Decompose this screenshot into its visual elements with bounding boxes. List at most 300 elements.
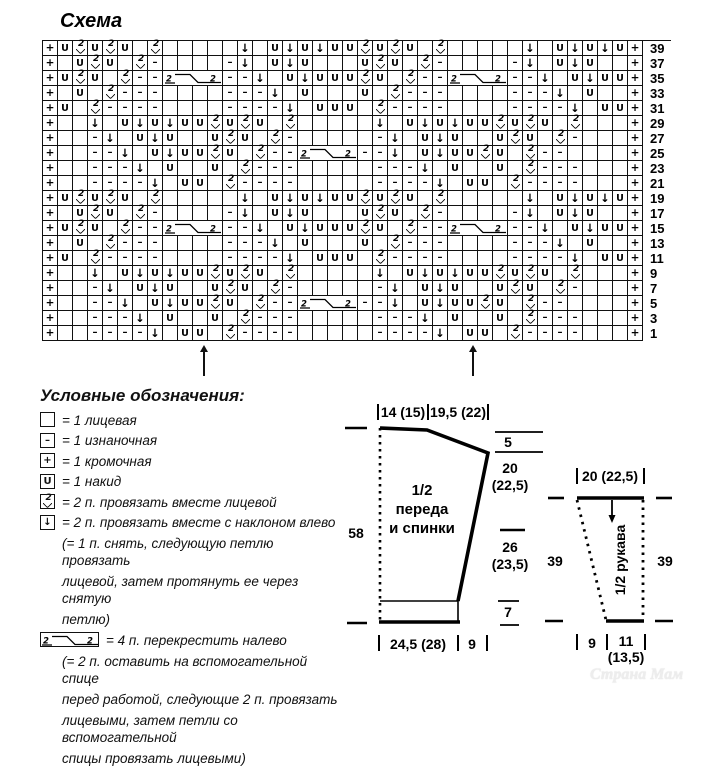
stitch-knit <box>478 101 493 116</box>
stitch-knit <box>583 176 598 191</box>
stitch-yarnover: U <box>478 326 493 341</box>
stitch-yarnover: U <box>433 116 448 131</box>
stitch-skp-icon: ↓ <box>388 146 403 161</box>
stitch-yarnover: U <box>343 41 358 56</box>
row-number: 11 <box>643 251 671 266</box>
stitch-knit <box>163 101 178 116</box>
stitch-purl: – <box>538 311 553 326</box>
stitch-knit <box>343 56 358 71</box>
stitch-yarnover: U <box>403 191 418 206</box>
stitch-purl: – <box>133 176 148 191</box>
stitch-k2tog-icon <box>133 56 148 71</box>
stitch-edge: + <box>628 326 643 341</box>
stitch-purl: – <box>133 326 148 341</box>
stitch-knit <box>403 146 418 161</box>
stitch-k2tog-icon <box>223 176 238 191</box>
stitch-knit <box>58 116 73 131</box>
stitch-edge: + <box>628 116 643 131</box>
stitch-skp-icon: ↓ <box>388 281 403 296</box>
stitch-knit <box>73 131 88 146</box>
stitch-knit <box>598 266 613 281</box>
stitch-purl: – <box>388 176 403 191</box>
stitch-yarnover: U <box>493 146 508 161</box>
stitch-yarnover: U <box>343 221 358 236</box>
stitch-yarnover: U <box>118 191 133 206</box>
stitch-yarnover: U <box>448 161 463 176</box>
stitch-purl: – <box>523 71 538 86</box>
stitch-skp-icon: ↓ <box>373 116 388 131</box>
stitch-knit <box>553 221 568 236</box>
stitch-purl: – <box>403 236 418 251</box>
stitch-knit <box>118 131 133 146</box>
stitch-skp-icon: ↓ <box>268 86 283 101</box>
stitch-edge: + <box>628 101 643 116</box>
stitch-purl: – <box>103 326 118 341</box>
stitch-purl: – <box>283 326 298 341</box>
stitch-skp-icon: ↓ <box>163 296 178 311</box>
stitch-purl: – <box>388 311 403 326</box>
stitch-knit <box>448 251 463 266</box>
stitch-k2tog-icon <box>523 116 538 131</box>
legend-item-continuation: (= 1 п. снять, следующую петлю провязать <box>62 536 274 568</box>
stitch-purl: – <box>103 176 118 191</box>
stitch-yarnover: U <box>523 131 538 146</box>
stitch-purl: – <box>538 86 553 101</box>
stitch-purl: – <box>103 161 118 176</box>
stitch-purl: – <box>238 71 253 86</box>
stitch-purl: – <box>538 251 553 266</box>
stitch-knit <box>463 311 478 326</box>
stitch-skp-icon: ↓ <box>103 281 118 296</box>
row-number: 19 <box>643 191 671 206</box>
stitch-purl: – <box>538 146 553 161</box>
stitch-k2tog-icon <box>268 281 283 296</box>
stitch-knit <box>193 251 208 266</box>
stitch-k2tog-icon <box>388 86 403 101</box>
stitch-k2tog-icon <box>103 236 118 251</box>
stitch-yarnover: U <box>148 296 163 311</box>
stitch-purl: – <box>118 161 133 176</box>
stitch-k2tog-icon <box>553 281 568 296</box>
stitch-yarnover: U <box>268 41 283 56</box>
stitch-knit <box>328 281 343 296</box>
stitch-purl: – <box>568 161 583 176</box>
stitch-yarnover: U <box>418 131 433 146</box>
stitch-knit <box>148 161 163 176</box>
stitch-k2tog-icon <box>388 191 403 206</box>
stitch-k2tog-icon <box>433 41 448 56</box>
stitch-yarnover: U <box>133 281 148 296</box>
stitch-yarnover: U <box>613 221 628 236</box>
stitch-edge: + <box>628 71 643 86</box>
stitch-k2tog-icon <box>208 296 223 311</box>
row-number: 33 <box>643 86 671 101</box>
stitch-k2tog-icon <box>418 206 433 221</box>
stitch-purl: – <box>508 101 523 116</box>
stitch-yarnover: U <box>58 101 73 116</box>
stitch-yarnover: U <box>253 116 268 131</box>
stitch-knit <box>463 191 478 206</box>
stitch-yarnover: U <box>493 161 508 176</box>
stitch-yarnover: U <box>553 41 568 56</box>
stitch-knit <box>583 281 598 296</box>
stitch-knit <box>343 161 358 176</box>
stitch-knit <box>298 101 313 116</box>
stitch-knit <box>598 236 613 251</box>
stitch-knit <box>433 161 448 176</box>
stitch-knit <box>583 296 598 311</box>
stitch-yarnover: U <box>283 71 298 86</box>
stitch-knit <box>403 281 418 296</box>
stitch-yarnover: U <box>178 176 193 191</box>
stitch-k2tog-icon <box>103 191 118 206</box>
stitch-knit <box>403 296 418 311</box>
stitch-knit <box>298 251 313 266</box>
legend-item <box>40 474 345 491</box>
svg-text:2: 2 <box>210 224 216 235</box>
page-title: Схема <box>60 10 123 32</box>
stitch-knit <box>598 131 613 146</box>
stitch-yarnover: U <box>73 236 88 251</box>
stitch-yarnover: U <box>238 281 253 296</box>
stitch-skp-icon: ↓ <box>298 221 313 236</box>
stitch-yarnover: U <box>598 251 613 266</box>
stitch-knit <box>208 41 223 56</box>
stitch-yarnover: U <box>583 56 598 71</box>
stitch-k2tog-icon <box>223 326 238 341</box>
stitch-k2tog-icon <box>373 251 388 266</box>
stitch-yarnover: U <box>373 41 388 56</box>
stitch-knit <box>598 311 613 326</box>
stitch-knit <box>538 281 553 296</box>
front-body-2: (23,5) <box>491 556 529 572</box>
stitch-yarnover: U <box>373 221 388 236</box>
stitch-knit <box>208 56 223 71</box>
stitch-knit <box>73 251 88 266</box>
stitch-purl: – <box>253 101 268 116</box>
stitch-knit <box>73 101 88 116</box>
stitch-k2tog-icon <box>373 101 388 116</box>
stitch-knit <box>508 41 523 56</box>
stitch-purl: – <box>238 236 253 251</box>
stitch-knit <box>163 86 178 101</box>
stitch-knit <box>313 206 328 221</box>
stitch-skp-icon: ↓ <box>568 251 583 266</box>
stitch-edge: + <box>43 56 58 71</box>
row-number: 27 <box>643 131 671 146</box>
stitch-purl: – <box>223 71 238 86</box>
stitch-yarnover: U <box>193 146 208 161</box>
stitch-yarnover: U <box>598 101 613 116</box>
stitch-purl: – <box>88 281 103 296</box>
stitch-skp-icon: ↓ <box>283 206 298 221</box>
stitch-purl: – <box>568 131 583 146</box>
stitch-knit <box>163 206 178 221</box>
stitch-k2tog-icon <box>478 296 493 311</box>
stitch-knit <box>613 266 628 281</box>
stitch-knit <box>463 161 478 176</box>
stitch-knit <box>73 326 88 341</box>
stitch-knit <box>403 131 418 146</box>
stitch-yarnover: U <box>463 176 478 191</box>
stitch-knit <box>583 251 598 266</box>
stitch-skp-icon: ↓ <box>163 146 178 161</box>
stitch-purl: – <box>508 236 523 251</box>
stitch-skp-icon: ↓ <box>448 266 463 281</box>
stitch-k2tog-icon <box>118 71 133 86</box>
stitch-purl: – <box>253 86 268 101</box>
stitch-knit <box>298 266 313 281</box>
stitch-knit <box>298 176 313 191</box>
front-armhole-1: 20 <box>502 460 518 476</box>
stitch-yarnover: U <box>208 281 223 296</box>
stitch-purl: – <box>103 101 118 116</box>
stitch-knit <box>448 56 463 71</box>
stitch-knit <box>613 176 628 191</box>
stitch-knit <box>328 311 343 326</box>
stitch-knit <box>58 281 73 296</box>
stitch-purl: – <box>553 251 568 266</box>
front-top-width-neck: 14 (15) <box>380 404 426 420</box>
stitch-k2tog-icon <box>403 71 418 86</box>
stitch-knit <box>613 86 628 101</box>
stitch-knit <box>613 296 628 311</box>
stitch-knit <box>448 101 463 116</box>
row-number: 31 <box>643 101 671 116</box>
stitch-purl: – <box>403 311 418 326</box>
stitch-knit <box>298 326 313 341</box>
stitch-knit <box>598 176 613 191</box>
stitch-yarnover: U <box>463 116 478 131</box>
stitch-knit <box>583 131 598 146</box>
stitch-yarnover: U <box>178 116 193 131</box>
stitch-purl: – <box>238 251 253 266</box>
stitch-purl: – <box>508 206 523 221</box>
stitch-knit <box>58 161 73 176</box>
stitch-k2tog-icon <box>283 116 298 131</box>
stitch-knit <box>178 236 193 251</box>
stitch-purl: – <box>133 86 148 101</box>
stitch-purl: – <box>433 236 448 251</box>
stitch-purl: – <box>118 236 133 251</box>
stitch-edge: + <box>628 311 643 326</box>
stitch-knit <box>58 131 73 146</box>
sleeve-top-width: 20 (22,5) <box>581 468 639 484</box>
row-number: 29 <box>643 116 671 131</box>
legend-symbol-purl-icon: – <box>40 433 55 448</box>
stitch-knit <box>478 41 493 56</box>
stitch-purl: – <box>238 326 253 341</box>
front-rib-height: 7 <box>504 604 512 620</box>
stitch-yarnover: U <box>493 296 508 311</box>
stitch-yarnover: U <box>313 251 328 266</box>
stitch-knit <box>583 266 598 281</box>
stitch-yarnover: U <box>493 131 508 146</box>
stitch-skp-icon: ↓ <box>388 131 403 146</box>
stitch-k2tog-icon <box>433 191 448 206</box>
stitch-k2tog-icon <box>238 161 253 176</box>
stitch-purl: – <box>88 131 103 146</box>
stitch-edge: + <box>43 311 58 326</box>
stitch-yarnover: U <box>403 116 418 131</box>
stitch-knit <box>298 161 313 176</box>
legend-item <box>40 494 345 511</box>
row-number: 35 <box>643 71 671 86</box>
stitch-skp-icon: ↓ <box>133 266 148 281</box>
stitch-knit <box>568 236 583 251</box>
stitch-yarnover: U <box>463 326 478 341</box>
stitch-skp-icon: ↓ <box>568 206 583 221</box>
stitch-skp-icon: ↓ <box>238 206 253 221</box>
stitch-knit <box>448 191 463 206</box>
stitch-skp-icon: ↓ <box>118 146 133 161</box>
stitch-yarnover: U <box>583 86 598 101</box>
stitch-knit <box>553 71 568 86</box>
stitch-knit <box>253 191 268 206</box>
stitch-purl: – <box>538 296 553 311</box>
stitch-yarnover: U <box>508 266 523 281</box>
stitch-skp-icon: ↓ <box>598 41 613 56</box>
stitch-yarnover: U <box>358 206 373 221</box>
stitch-purl: – <box>523 86 538 101</box>
stitch-yarnover: U <box>328 101 343 116</box>
stitch-yarnover: U <box>73 86 88 101</box>
stitch-skp-icon: ↓ <box>133 116 148 131</box>
stitch-skp-icon: ↓ <box>283 56 298 71</box>
stitch-yarnover: U <box>448 296 463 311</box>
stitch-skp-icon: ↓ <box>253 221 268 236</box>
stitch-skp-icon: ↓ <box>553 236 568 251</box>
stitch-k2tog-icon <box>238 266 253 281</box>
stitch-purl: – <box>553 296 568 311</box>
legend-item-label: = 1 изнаночная <box>62 433 158 448</box>
stitch-k2tog-icon <box>418 56 433 71</box>
stitch-knit <box>448 236 463 251</box>
stitch-knit <box>163 236 178 251</box>
stitch-purl: – <box>403 326 418 341</box>
stitch-purl: – <box>388 251 403 266</box>
stitch-knit <box>598 161 613 176</box>
svg-text:2: 2 <box>87 636 93 646</box>
stitch-yarnover: U <box>463 146 478 161</box>
stitch-purl: – <box>403 86 418 101</box>
legend-item <box>40 453 345 470</box>
stitch-skp-icon: ↓ <box>238 41 253 56</box>
stitch-yarnover: U <box>193 296 208 311</box>
stitch-yarnover: U <box>163 281 178 296</box>
stitch-purl: – <box>373 176 388 191</box>
stitch-skp-icon: ↓ <box>568 101 583 116</box>
stitch-knit <box>178 56 193 71</box>
stitch-knit <box>193 131 208 146</box>
stitch-skp-icon: ↓ <box>163 266 178 281</box>
stitch-k2tog-icon <box>283 266 298 281</box>
stitch-purl: – <box>538 326 553 341</box>
stitch-purl: – <box>148 221 163 236</box>
stitch-yarnover: U <box>403 266 418 281</box>
stitch-skp-icon: ↓ <box>568 41 583 56</box>
stitch-knit <box>358 251 373 266</box>
stitch-yarnover: U <box>358 86 373 101</box>
stitch-knit <box>463 86 478 101</box>
stitch-k2tog-icon <box>568 116 583 131</box>
stitch-skp-icon: ↓ <box>568 56 583 71</box>
stitch-knit <box>73 116 88 131</box>
stitch-knit <box>328 161 343 176</box>
stitch-edge: + <box>43 41 58 56</box>
stitch-yarnover: U <box>328 71 343 86</box>
stitch-purl: – <box>388 101 403 116</box>
stitch-purl: – <box>373 146 388 161</box>
stitch-knit <box>583 101 598 116</box>
legend-item-continuation: перед работой, следующие 2 п. провязать <box>62 691 338 707</box>
stitch-knit <box>478 236 493 251</box>
stitch-knit <box>283 86 298 101</box>
row-number: 37 <box>643 56 671 71</box>
stitch-purl: – <box>523 326 538 341</box>
stitch-knit <box>538 41 553 56</box>
stitch-purl: – <box>103 146 118 161</box>
stitch-edge: + <box>628 236 643 251</box>
stitch-knit <box>298 311 313 326</box>
stitch-skp-icon: ↓ <box>523 206 538 221</box>
stitch-yarnover: U <box>418 146 433 161</box>
stitch-purl: – <box>253 326 268 341</box>
stitch-knit <box>193 101 208 116</box>
stitch-skp-icon: ↓ <box>103 131 118 146</box>
stitch-knit <box>298 116 313 131</box>
stitch-knit <box>598 116 613 131</box>
stitch-yarnover: U <box>343 71 358 86</box>
stitch-purl: – <box>118 326 133 341</box>
stitch-yarnover: U <box>178 266 193 281</box>
stitch-k2tog-icon <box>253 296 268 311</box>
stitch-yarnover: U <box>163 161 178 176</box>
stitch-knit <box>613 161 628 176</box>
stitch-yarnover: U <box>568 71 583 86</box>
stitch-k2tog-icon <box>208 116 223 131</box>
stitch-knit <box>613 281 628 296</box>
stitch-knit <box>433 311 448 326</box>
stitch-skp-icon: ↓ <box>283 191 298 206</box>
stitch-purl: – <box>538 101 553 116</box>
knitting-chart <box>42 40 671 341</box>
stitch-purl: – <box>538 236 553 251</box>
stitch-yarnover: U <box>448 146 463 161</box>
stitch-knit <box>208 176 223 191</box>
stitch-knit <box>493 206 508 221</box>
stitch-knit <box>178 311 193 326</box>
stitch-yarnover: U <box>208 161 223 176</box>
stitch-purl: – <box>283 176 298 191</box>
stitch-k2tog-icon <box>403 221 418 236</box>
stitch-purl: – <box>88 176 103 191</box>
legend-header: Условные обозначения: <box>40 386 245 405</box>
stitch-knit <box>343 311 358 326</box>
stitch-knit <box>583 326 598 341</box>
stitch-skp-icon: ↓ <box>283 41 298 56</box>
stitch-knit <box>388 116 403 131</box>
front-armhole-2: (22,5) <box>491 477 529 493</box>
stitch-yarnover: U <box>433 266 448 281</box>
stitch-yarnover: U <box>463 296 478 311</box>
stitch-knit <box>568 296 583 311</box>
stitch-k2tog-icon <box>388 41 403 56</box>
stitch-knit <box>478 56 493 71</box>
stitch-yarnover: U <box>148 146 163 161</box>
stitch-knit <box>133 296 148 311</box>
stitch-purl: – <box>148 101 163 116</box>
